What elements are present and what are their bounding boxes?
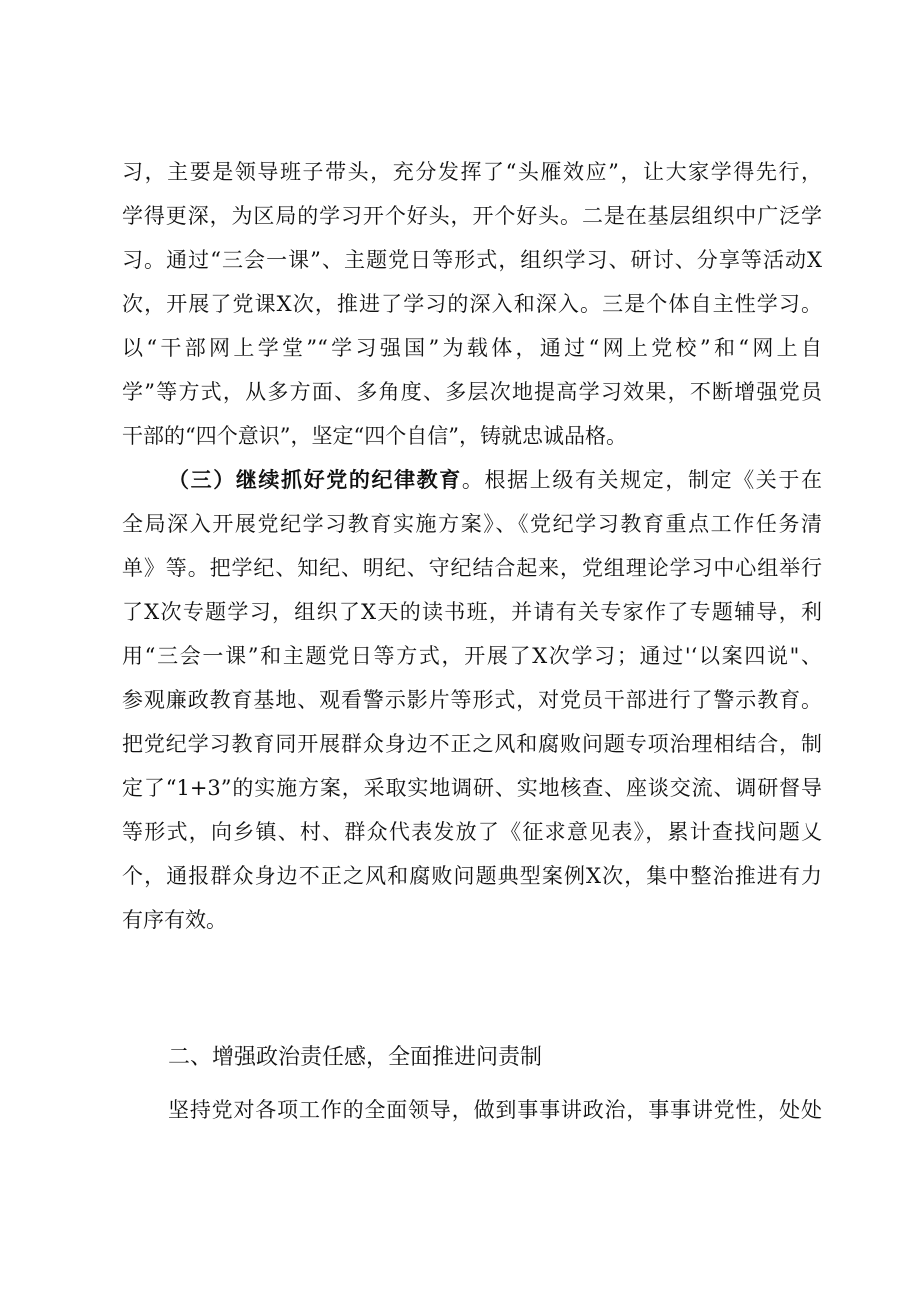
text-line: 个，通报群众身边不正之风和腐败问题典型案例X次，集中整治推进有力 bbox=[122, 864, 822, 888]
section-heading: 二、增强政治责任感，全面推进问责制 bbox=[168, 1045, 543, 1070]
text-line: 次，开展了党课X次，推进了学习的深入和深入。三是个体自主性学习。 bbox=[122, 292, 822, 316]
paragraph-discipline-first-line bbox=[122, 458, 822, 502]
text-line: 习，主要是领导班子带头，充分发挥了“头雁效应”，让大家学得先行， bbox=[122, 160, 822, 184]
text-line: 等形式，向乡镇、村、群众代表发放了《征求意见表》，累计查找问题乂 bbox=[122, 820, 822, 844]
text-line: 用“三会一课”和主题党日等方式，开展了X次学习；通过'‘以案四说"、 bbox=[122, 644, 822, 668]
text-line: 学得更深，为区局的学习开个好头，开个好头。二是在基层组织中广泛学 bbox=[122, 204, 822, 228]
text-line: 把党纪学习教育同开展群众身边不正之风和腐败问题专项治理相结合，制 bbox=[122, 732, 822, 756]
paragraph-study bbox=[122, 150, 822, 942]
text-line: 学”等方式，从多方面、多角度、多层次地提高学习效果，不断增强党员 bbox=[122, 380, 822, 404]
text-line: 坚持党对各项工作的全面领导，做到事事讲政治，事事讲党性，处处 bbox=[168, 1098, 822, 1122]
text-line: 全局深入开展党纪学习教育实施方案》、《党纪学习教育重点工作任务清 bbox=[122, 512, 822, 536]
text-line: 干部的“四个意识”，坚定“四个自信”，铸就忠诚品格。 bbox=[122, 424, 627, 448]
text-line: 以“干部网上学堂”“学习强国”为载体，通过“网上党校”和“网上自 bbox=[122, 336, 822, 360]
paragraph-leadership bbox=[122, 1088, 822, 1132]
text-run: 。根据上级有关规定，制定《关于在 bbox=[461, 468, 823, 492]
text-line: 单》等。把学纪、知纪、明纪、守纪结合起来，党组理论学习中心组举行 bbox=[122, 556, 822, 580]
text-line: 了X次专题学习，组织了X天的读书班，并请有关专家作了专题辅导，利 bbox=[122, 600, 822, 624]
text-line: 参观廉政教育基地、观看警示影片等形式，对党员干部进行了警示教育。 bbox=[122, 688, 822, 712]
text-line: 定了“1+3”的实施方案，采取实地调研、实地核查、座谈交流、调研督导 bbox=[122, 776, 822, 800]
text-line: 习。通过“三会一课”、主题党日等形式，组织学习、研讨、分享等活动X bbox=[122, 248, 822, 272]
text-line: 有序有效。 bbox=[122, 908, 227, 932]
section-subheading: （三）继续抓好党的纪律教育 bbox=[168, 467, 462, 492]
